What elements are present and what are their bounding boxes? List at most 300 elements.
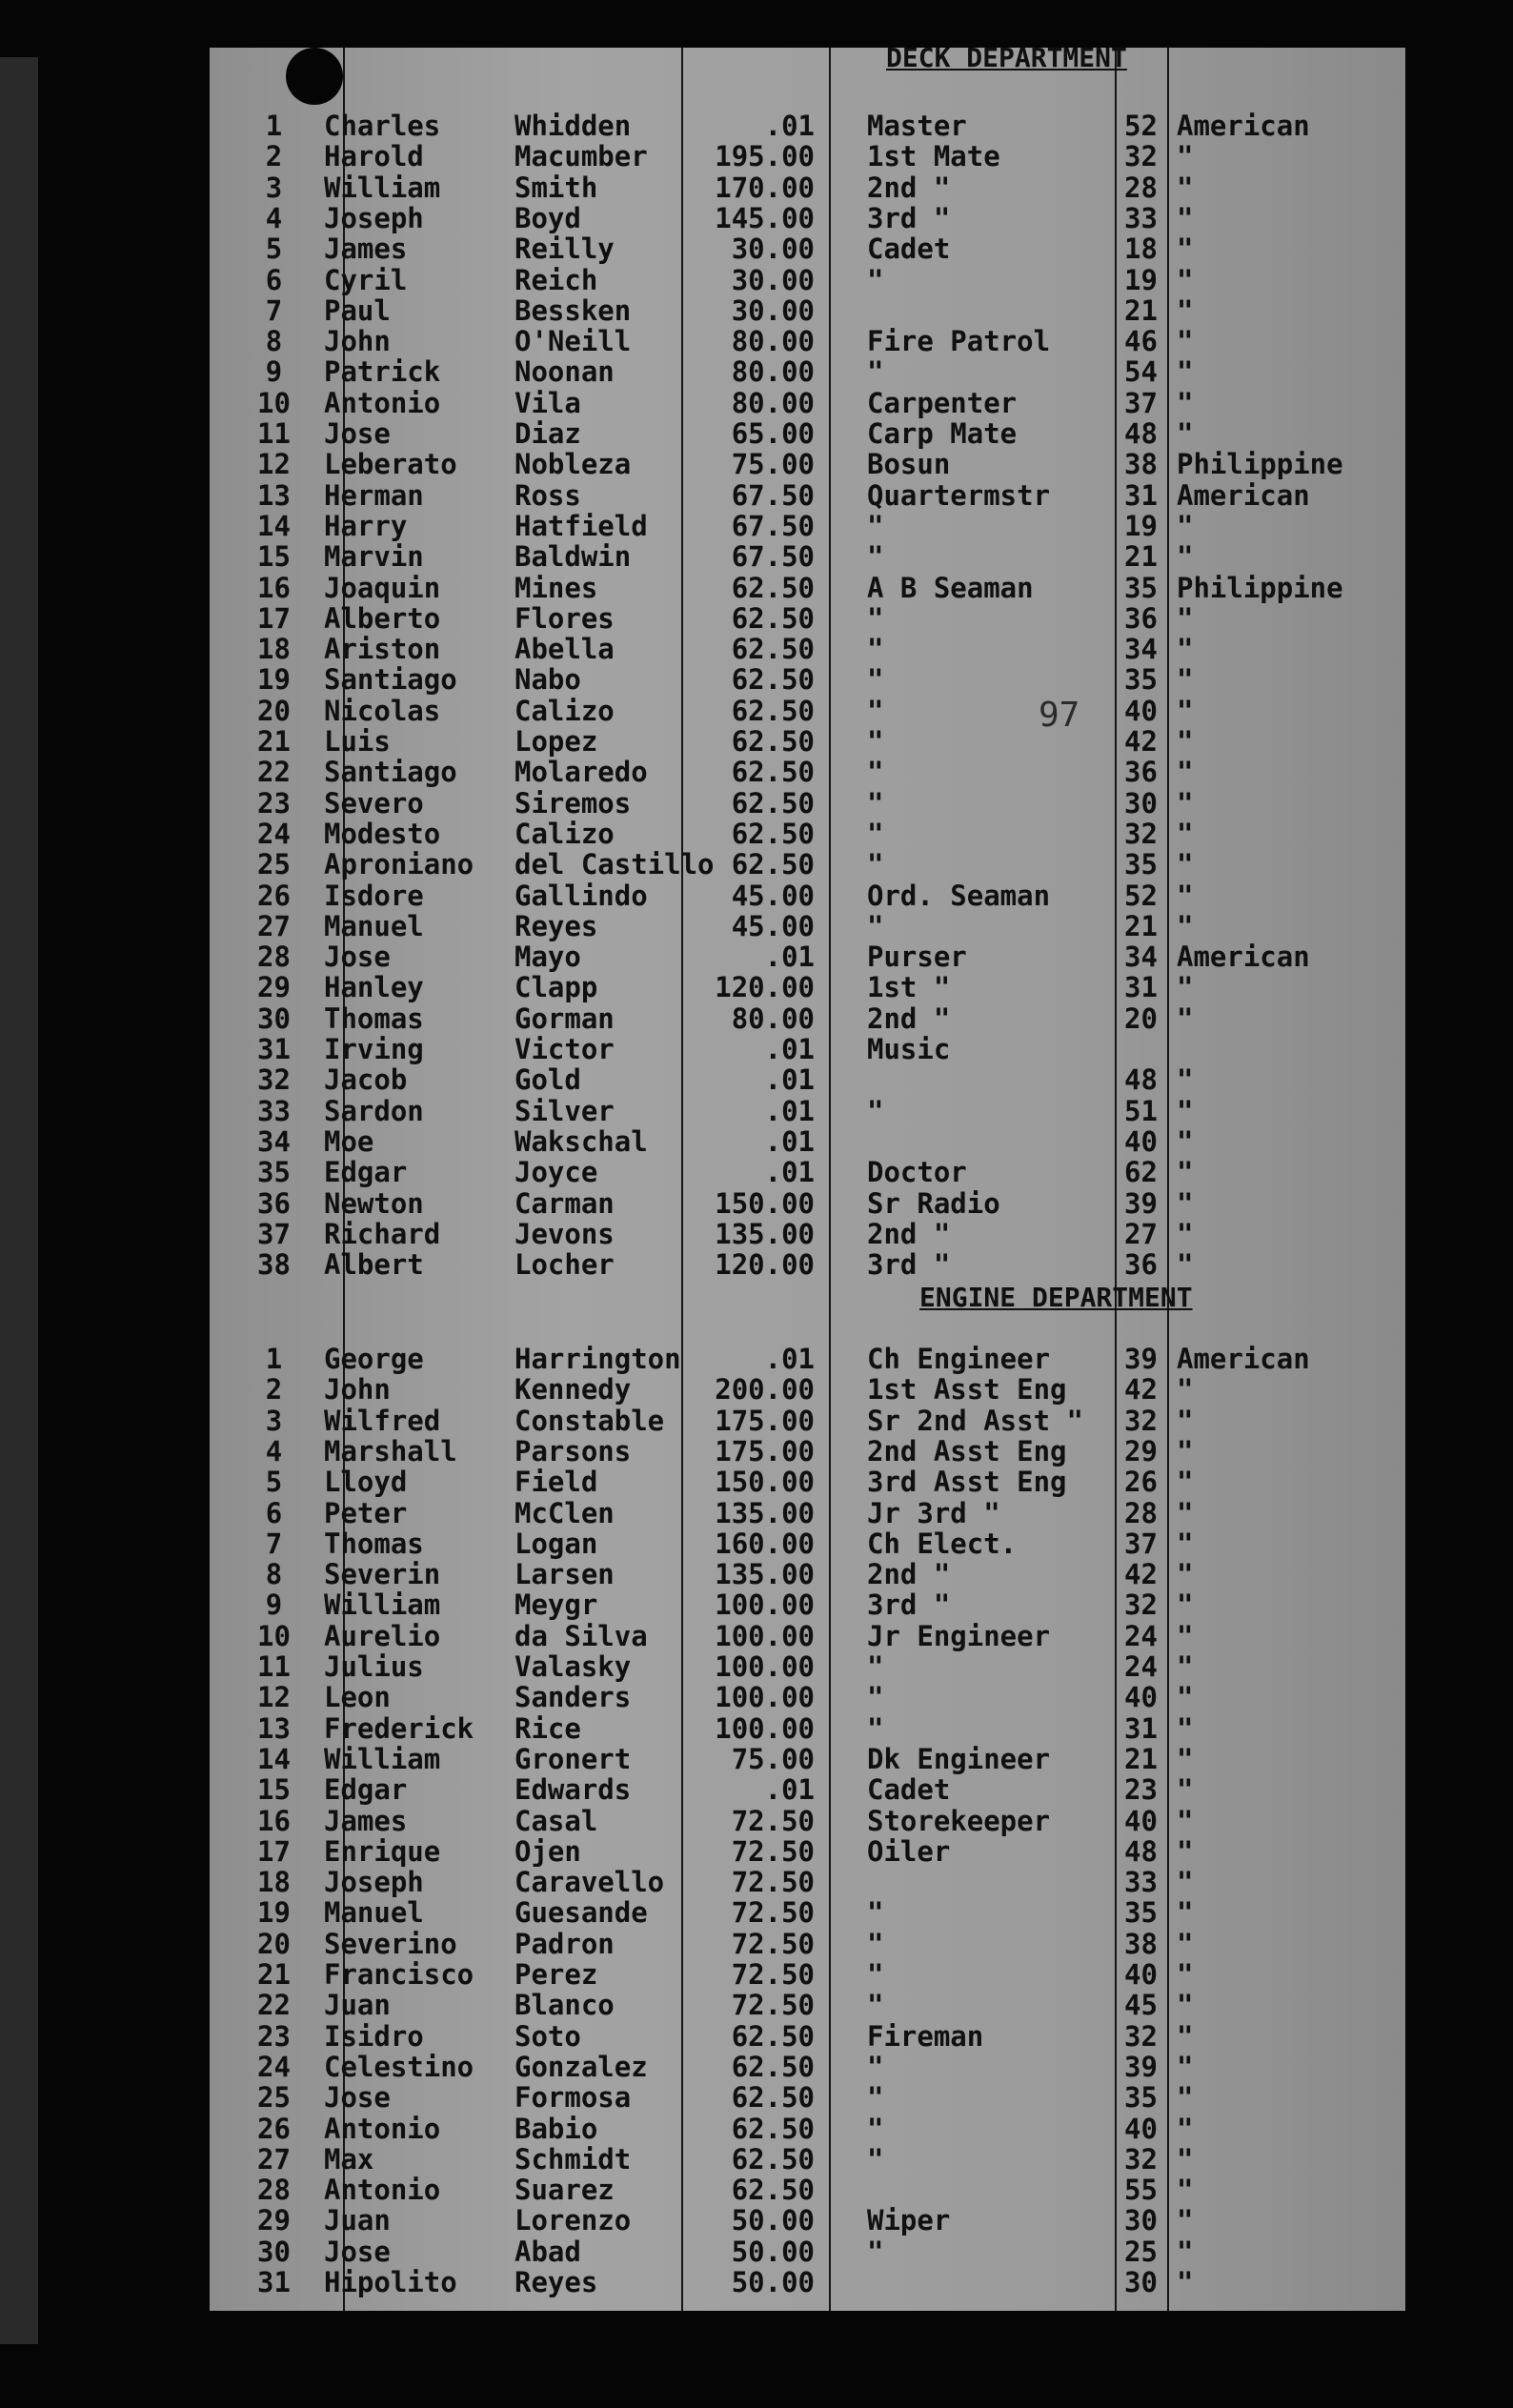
age: 37 (1124, 386, 1158, 419)
wage: 80.00 (731, 1002, 815, 1035)
wage: 67.50 (731, 509, 815, 542)
nationality: " (1177, 1588, 1194, 1622)
last-name: Wakschal (514, 1124, 648, 1158)
crew-row (210, 788, 1405, 819)
row-number: 33 (257, 1094, 291, 1127)
row-number: 30 (257, 1002, 291, 1035)
rating: " (867, 633, 884, 666)
age: 31 (1124, 478, 1158, 512)
last-name: Ross (514, 478, 581, 512)
last-name: Field (514, 1466, 598, 1499)
age: 48 (1124, 1834, 1158, 1868)
crew-row (210, 726, 1405, 757)
row-number: 14 (257, 1742, 291, 1775)
age: 39 (1124, 1343, 1158, 1375)
wage: 80.00 (731, 325, 815, 358)
crew-row (210, 819, 1405, 849)
row-number: 15 (257, 540, 291, 574)
age: 38 (1124, 1927, 1158, 1960)
last-name: Jevons (514, 1217, 615, 1250)
age: 33 (1124, 201, 1158, 234)
first-name: Thomas (324, 1002, 424, 1035)
age: 27 (1124, 1217, 1158, 1250)
last-name: Flores (514, 601, 615, 635)
first-name: Peter (324, 1496, 408, 1529)
last-name: Gallindo (514, 879, 648, 912)
first-name: Richard (324, 1217, 441, 1250)
first-name: Joseph (324, 201, 424, 234)
age: 19 (1124, 509, 1158, 542)
wage: 150.00 (715, 1186, 815, 1220)
rating: 1st Asst Eng (867, 1373, 1067, 1406)
crew-row (210, 972, 1405, 1002)
crew-row (210, 2021, 1405, 2052)
first-name: Edgar (324, 1156, 408, 1189)
wage: .01 (764, 1094, 815, 1127)
rating: A B Seaman (867, 571, 1034, 604)
row-number: 17 (257, 1834, 291, 1868)
row-number: 27 (257, 909, 291, 942)
rating: " (867, 786, 884, 820)
engine-department-heading: ENGINE DEPARTMENT (919, 1282, 1193, 1313)
wage: 150.00 (715, 1466, 815, 1499)
nationality: Philippine (1177, 448, 1343, 481)
last-name: Formosa (514, 2081, 632, 2115)
crew-row (210, 1867, 1405, 1897)
last-name: del Castillo (514, 848, 715, 881)
last-name: Parsons (514, 1434, 632, 1467)
crew-row (210, 634, 1405, 664)
last-name: McClen (514, 1496, 615, 1529)
crew-row (210, 2205, 1405, 2236)
last-name: Locher (514, 1248, 615, 1282)
crew-row (210, 1157, 1405, 1187)
rating: Cadet (867, 1773, 951, 1807)
row-number: 7 (265, 293, 283, 327)
rating: Oiler (867, 1834, 951, 1868)
nationality: " (1177, 171, 1194, 204)
crew-row (210, 664, 1405, 695)
row-number: 6 (265, 263, 283, 296)
age: 24 (1124, 1650, 1158, 1683)
crew-row (210, 172, 1405, 203)
wage: 100.00 (715, 1711, 815, 1745)
wage: 170.00 (715, 171, 815, 204)
punch-hole (286, 48, 343, 105)
wage: 67.50 (731, 540, 815, 574)
nationality: " (1177, 386, 1194, 419)
row-number: 28 (257, 941, 291, 974)
age: 39 (1124, 2050, 1158, 2083)
wage: .01 (764, 1063, 815, 1097)
first-name: Frederick (324, 1711, 474, 1745)
nationality: " (1177, 1866, 1194, 1899)
rating: Jr 3rd " (867, 1496, 1000, 1529)
nationality: American (1177, 478, 1310, 512)
first-name: John (324, 1373, 391, 1406)
last-name: Calizo (514, 694, 615, 727)
age: 21 (1124, 909, 1158, 942)
wage: 195.00 (715, 140, 815, 173)
rating: Fire Patrol (867, 325, 1051, 358)
age: 21 (1124, 293, 1158, 327)
last-name: Nobleza (514, 448, 632, 481)
rating: " (867, 1650, 884, 1683)
last-name: Vila (514, 386, 581, 419)
wage: .01 (764, 1124, 815, 1158)
nationality: " (1177, 2142, 1194, 2175)
age: 40 (1124, 1958, 1158, 1991)
last-name: Whidden (514, 110, 632, 142)
first-name: Antonio (324, 2112, 441, 2145)
last-name: Baldwin (514, 540, 632, 574)
wage: .01 (764, 1033, 815, 1065)
age: 28 (1124, 171, 1158, 204)
wage: 62.50 (731, 2019, 815, 2053)
rating: 3rd " (867, 1248, 951, 1282)
first-name: Joseph (324, 1866, 424, 1899)
last-name: Nabo (514, 663, 581, 697)
row-number: 12 (257, 448, 291, 481)
crew-row (210, 911, 1405, 941)
crew-row (210, 418, 1405, 449)
first-name: Antonio (324, 386, 441, 419)
last-name: Babio (514, 2112, 598, 2145)
age: 38 (1124, 448, 1158, 481)
wage: 62.50 (731, 694, 815, 727)
crew-row (210, 1096, 1405, 1126)
nationality: " (1177, 1404, 1194, 1437)
last-name: Bessken (514, 293, 632, 327)
age: 32 (1124, 2019, 1158, 2053)
rating: " (867, 694, 884, 727)
row-number: 19 (257, 1896, 291, 1930)
wage: 62.50 (731, 786, 815, 820)
row-number: 25 (257, 848, 291, 881)
rating: Ch Engineer (867, 1343, 1051, 1375)
first-name: Max (324, 2142, 374, 2175)
wage: 62.50 (731, 817, 815, 850)
last-name: Lorenzo (514, 2204, 632, 2237)
nationality: " (1177, 1619, 1194, 1652)
wage: 62.50 (731, 2174, 815, 2207)
crew-row (210, 233, 1405, 264)
age: 29 (1124, 1434, 1158, 1467)
rating: Purser (867, 941, 967, 974)
first-name: Herman (324, 478, 424, 512)
last-name: Abella (514, 633, 615, 666)
deck-department-heading: DECK DEPARTMENT (886, 42, 1127, 73)
age: 28 (1124, 1496, 1158, 1529)
crew-row (210, 111, 1405, 141)
last-name: Reich (514, 263, 598, 296)
rating: " (867, 1681, 884, 1714)
first-name: Charles (324, 110, 441, 142)
row-number: 4 (265, 201, 283, 234)
nationality: " (1177, 971, 1194, 1004)
nationality: " (1177, 1927, 1194, 1960)
crew-row (210, 2236, 1405, 2267)
last-name: Harrington (514, 1343, 681, 1375)
age: 48 (1124, 1063, 1158, 1097)
crew-row (210, 2082, 1405, 2113)
row-number: 19 (257, 663, 291, 697)
wage: 62.50 (731, 2142, 815, 2175)
age: 35 (1124, 571, 1158, 604)
crew-row (210, 265, 1405, 295)
row-number: 3 (265, 1404, 283, 1437)
nationality: " (1177, 1711, 1194, 1745)
first-name: Modesto (324, 817, 441, 850)
wage: .01 (764, 1156, 815, 1189)
wage: .01 (764, 941, 815, 974)
rating: " (867, 509, 884, 542)
rating: " (867, 1927, 884, 1960)
age: 32 (1124, 1588, 1158, 1622)
nationality: American (1177, 941, 1310, 974)
row-number: 9 (265, 1588, 283, 1622)
rating: " (867, 1094, 884, 1127)
age: 40 (1124, 1804, 1158, 1837)
last-name: Boyd (514, 201, 581, 234)
nationality: " (1177, 417, 1194, 450)
last-name: Edwards (514, 1773, 632, 1807)
crew-row (210, 696, 1405, 726)
nationality: " (1177, 1466, 1194, 1499)
nationality: " (1177, 1804, 1194, 1837)
nationality: " (1177, 1773, 1194, 1807)
first-name: Cyril (324, 263, 408, 296)
row-number: 15 (257, 1773, 291, 1807)
age: 24 (1124, 1619, 1158, 1652)
age: 32 (1124, 1404, 1158, 1437)
crew-row (210, 141, 1405, 172)
age: 34 (1124, 633, 1158, 666)
last-name: Abad (514, 2235, 581, 2268)
rating: Music (867, 1033, 951, 1065)
nationality: " (1177, 663, 1194, 697)
wage: 45.00 (731, 879, 815, 912)
row-number: 8 (265, 325, 283, 358)
row-number: 23 (257, 786, 291, 820)
rating: " (867, 663, 884, 697)
crew-row (210, 203, 1405, 233)
last-name: Lopez (514, 725, 598, 758)
age: 26 (1124, 1466, 1158, 1499)
crew-row (210, 1929, 1405, 1959)
rating: " (867, 756, 884, 789)
wage: 62.50 (731, 725, 815, 758)
first-name: Manuel (324, 1896, 424, 1930)
wage: 72.50 (731, 1958, 815, 1991)
row-number: 31 (257, 2266, 291, 2298)
nationality: " (1177, 540, 1194, 574)
crew-list-sheet (210, 42, 1405, 2311)
nationality: " (1177, 786, 1194, 820)
last-name: Clapp (514, 971, 598, 1004)
age: 21 (1124, 540, 1158, 574)
age: 40 (1124, 1681, 1158, 1714)
row-number: 30 (257, 2235, 291, 2268)
wage: 175.00 (715, 1434, 815, 1467)
nationality: " (1177, 1558, 1194, 1591)
nationality: " (1177, 1989, 1194, 2022)
row-number: 16 (257, 1804, 291, 1837)
row-number: 29 (257, 971, 291, 1004)
last-name: Valasky (514, 1650, 632, 1683)
nationality: American (1177, 110, 1310, 142)
age: 54 (1124, 355, 1158, 389)
rating: Carpenter (867, 386, 1018, 419)
last-name: Gonzalez (514, 2050, 648, 2083)
first-name: Juan (324, 2204, 391, 2237)
first-name: Francisco (324, 1958, 474, 1991)
crew-row (210, 1682, 1405, 1712)
wage: 62.50 (731, 2050, 815, 2083)
nationality: " (1177, 1094, 1194, 1127)
age: 32 (1124, 817, 1158, 850)
crew-row (210, 1559, 1405, 1589)
rating: 2nd " (867, 171, 951, 204)
nationality: " (1177, 1496, 1194, 1529)
row-number: 9 (265, 355, 283, 389)
first-name: Antonio (324, 2174, 441, 2207)
first-name: Aproniano (324, 848, 474, 881)
age: 33 (1124, 1866, 1158, 1899)
row-number: 24 (257, 2050, 291, 2083)
wage: 135.00 (715, 1496, 815, 1529)
row-number: 6 (265, 1496, 283, 1529)
crew-row (210, 1003, 1405, 1034)
row-number: 5 (265, 233, 283, 266)
last-name: Blanco (514, 1989, 615, 2022)
age: 40 (1124, 2112, 1158, 2145)
first-name: Luis (324, 725, 391, 758)
wage: 175.00 (715, 1404, 815, 1437)
first-name: Severin (324, 1558, 441, 1591)
wage: 30.00 (731, 233, 815, 266)
crew-row (210, 2175, 1405, 2205)
last-name: Mines (514, 571, 598, 604)
wage: 72.50 (731, 1866, 815, 1899)
nationality: " (1177, 509, 1194, 542)
wage: 45.00 (731, 909, 815, 942)
first-name: William (324, 171, 441, 204)
crew-row (210, 1126, 1405, 1157)
last-name: Victor (514, 1033, 615, 1065)
nationality: " (1177, 756, 1194, 789)
crew-row (210, 941, 1405, 972)
nationality: " (1177, 1248, 1194, 1282)
age: 45 (1124, 1989, 1158, 2022)
row-number: 14 (257, 509, 291, 542)
last-name: Macumber (514, 140, 648, 173)
row-number: 11 (257, 417, 291, 450)
nationality: " (1177, 1002, 1194, 1035)
crew-row (210, 880, 1405, 911)
last-name: Reyes (514, 2266, 598, 2298)
crew-row (210, 573, 1405, 603)
wage: 62.50 (731, 848, 815, 881)
age: 25 (1124, 2235, 1158, 2268)
wage: 72.50 (731, 1834, 815, 1868)
last-name: Mayo (514, 941, 581, 974)
crew-row (210, 388, 1405, 418)
row-number: 20 (257, 1927, 291, 1960)
first-name: Severo (324, 786, 424, 820)
nationality: " (1177, 263, 1194, 296)
crew-row (210, 449, 1405, 479)
age: 52 (1124, 110, 1158, 142)
rating: " (867, 848, 884, 881)
last-name: Kennedy (514, 1373, 632, 1406)
crew-row (210, 1344, 1405, 1374)
last-name: Gorman (514, 1002, 615, 1035)
age: 30 (1124, 786, 1158, 820)
wage: 30.00 (731, 263, 815, 296)
first-name: Enrique (324, 1834, 441, 1868)
first-name: Irving (324, 1033, 424, 1065)
row-number: 21 (257, 725, 291, 758)
age: 55 (1124, 2174, 1158, 2207)
first-name: William (324, 1588, 441, 1622)
rating: " (867, 1896, 884, 1930)
first-name: Marvin (324, 540, 424, 574)
crew-row (210, 1806, 1405, 1836)
row-number: 5 (265, 1466, 283, 1499)
first-name: John (324, 325, 391, 358)
crew-row (210, 295, 1405, 326)
first-name: Moe (324, 1124, 374, 1158)
first-name: Marshall (324, 1434, 457, 1467)
age: 62 (1124, 1156, 1158, 1189)
rating: " (867, 263, 884, 296)
row-number: 22 (257, 1989, 291, 2022)
last-name: Soto (514, 2019, 581, 2053)
last-name: Joyce (514, 1156, 598, 1189)
crew-row (210, 511, 1405, 541)
crew-row (210, 1836, 1405, 1867)
crew-row (210, 1467, 1405, 1497)
wage: 62.50 (731, 663, 815, 697)
row-number: 31 (257, 1033, 291, 1065)
crew-row (210, 1188, 1405, 1219)
first-name: William (324, 1742, 441, 1775)
last-name: Ojen (514, 1834, 581, 1868)
last-name: Noonan (514, 355, 615, 389)
row-number: 10 (257, 386, 291, 419)
wage: 62.50 (731, 633, 815, 666)
last-name: da Silva (514, 1619, 648, 1652)
age: 36 (1124, 756, 1158, 789)
age: 18 (1124, 233, 1158, 266)
last-name: Reilly (514, 233, 615, 266)
first-name: Harry (324, 509, 408, 542)
rating: 1st Mate (867, 140, 1000, 173)
rating: " (867, 601, 884, 635)
rating: Ord. Seaman (867, 879, 1051, 912)
wage: .01 (764, 1343, 815, 1375)
nationality: " (1177, 2174, 1194, 2207)
first-name: Jose (324, 941, 391, 974)
nationality: " (1177, 1650, 1194, 1683)
last-name: Padron (514, 1927, 615, 1960)
first-name: Sardon (324, 1094, 424, 1127)
last-name: Larsen (514, 1558, 615, 1591)
crew-row (210, 849, 1405, 880)
age: 30 (1124, 2266, 1158, 2298)
nationality: " (1177, 694, 1194, 727)
